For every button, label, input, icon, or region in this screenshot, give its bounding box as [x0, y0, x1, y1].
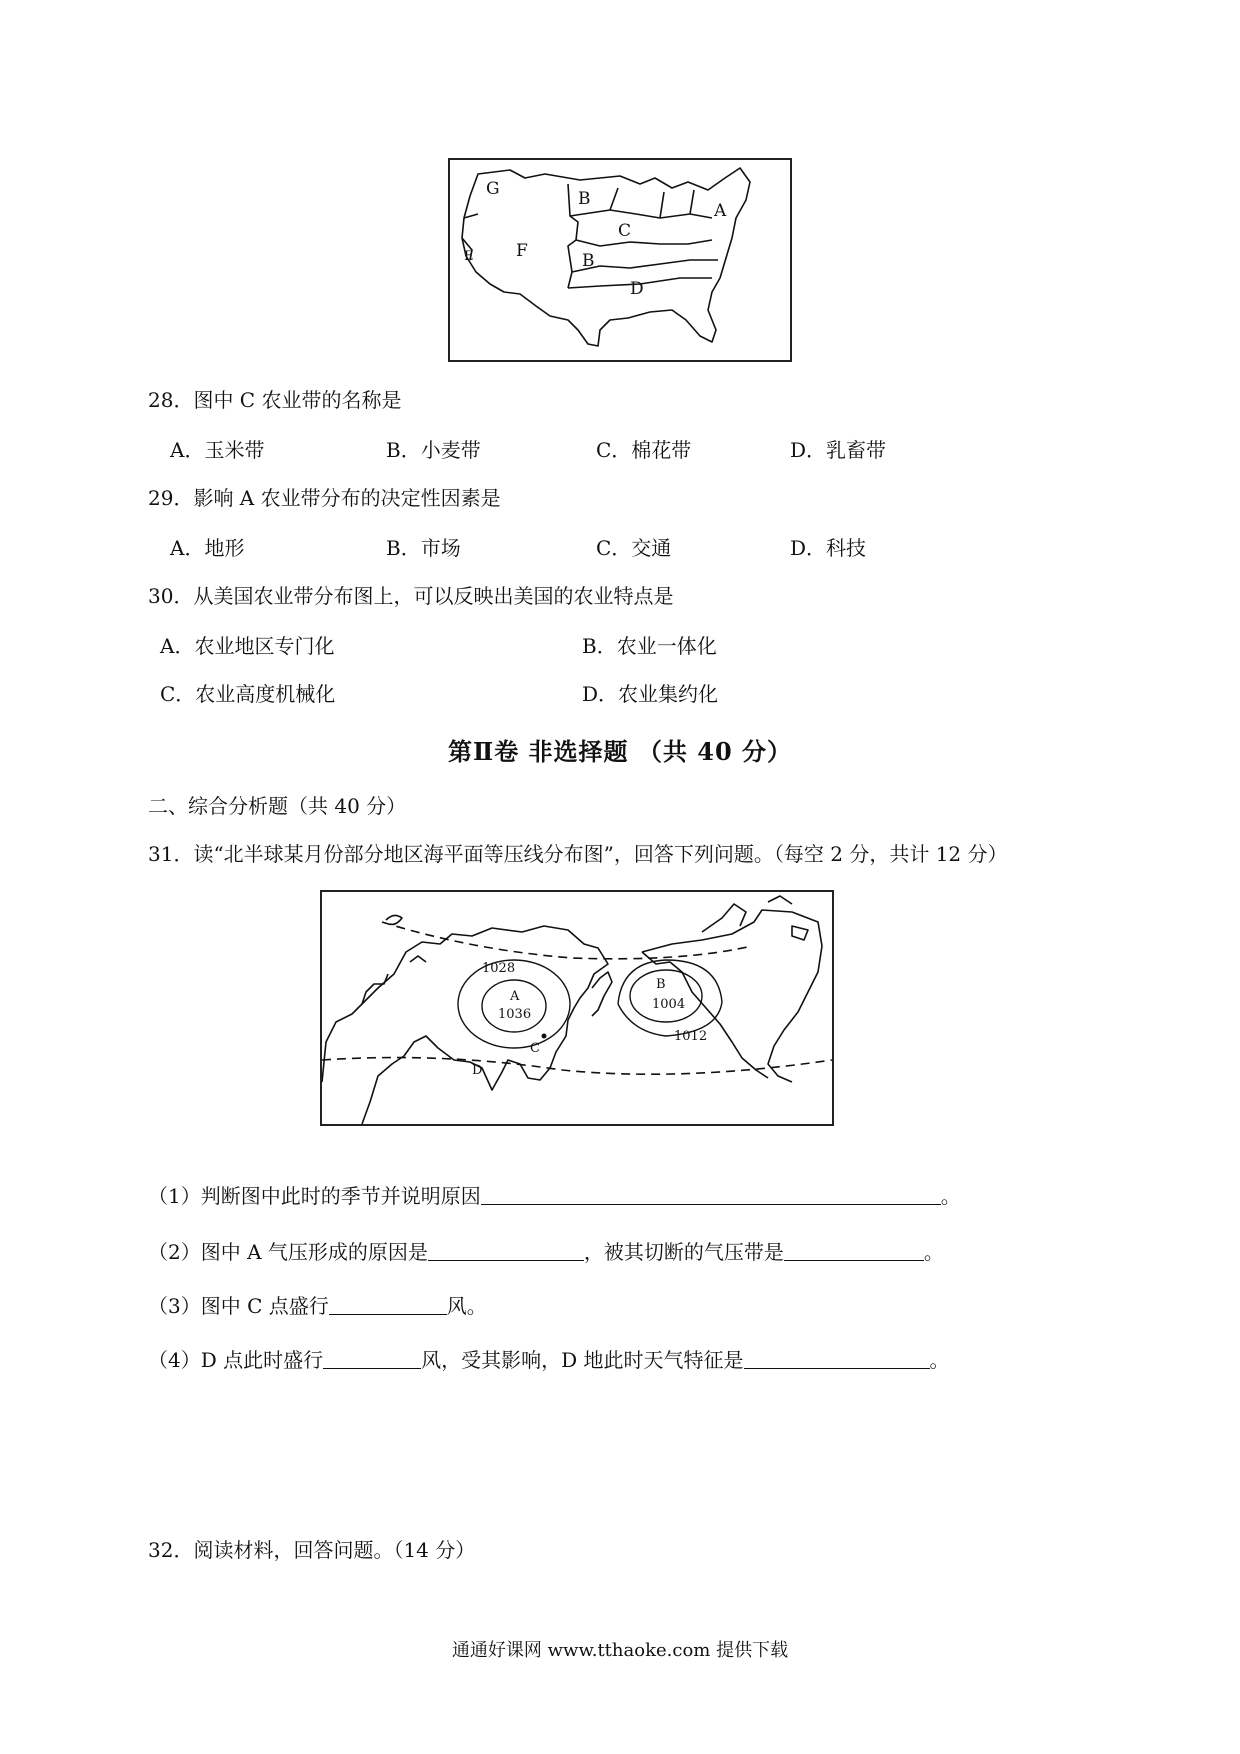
north-america-coastline — [642, 910, 822, 1082]
q31-sub2-blank-1[interactable] — [428, 1240, 584, 1261]
q31-sub3 — [148, 1290, 487, 1319]
part2-title: 第Ⅱ卷 非选择题 （共 40 分） — [447, 737, 793, 766]
q30-option-d[interactable]: D．农业集约化 — [582, 682, 719, 706]
q31-sub4-end: 。 — [929, 1348, 950, 1372]
label-a-high: A — [510, 989, 520, 1004]
q28-option-a[interactable]: A．玉米带 — [170, 438, 265, 462]
japan-coastline — [592, 972, 612, 1016]
usa-label-b-north: B — [578, 189, 591, 209]
q29-option-b[interactable]: B．市场 — [386, 536, 461, 560]
q28-stem: 28．图中 C 农业带的名称是 — [148, 388, 402, 412]
q31-sub4-text-a: （4）D 点此时盛行 — [148, 1348, 324, 1372]
usa-outline — [462, 168, 750, 346]
footer-text: 通通好课网 www.tthaoke.com 提供下载 — [451, 1640, 789, 1661]
q31-sub4 — [148, 1344, 950, 1373]
section-heading: 二、综合分析题（共 40 分） — [148, 794, 407, 818]
europe-coastline — [362, 956, 426, 1004]
q29-stem: 29．影响 A 农业带分布的决定性因素是 — [148, 486, 501, 510]
q28-option-c[interactable]: C．棉花带 — [596, 438, 692, 462]
label-1028: 1028 — [482, 961, 516, 976]
q30-stem: 30．从美国农业带分布图上，可以反映出美国的农业特点是 — [148, 584, 674, 608]
q31-sub1-text: （1）判断图中此时的季节并说明原因 — [148, 1184, 481, 1208]
label-1004: 1004 — [652, 997, 686, 1012]
point-c-marker — [542, 1034, 547, 1039]
isobar-map-drawing — [322, 892, 832, 1124]
q29-option-a[interactable]: A．地形 — [170, 536, 245, 560]
q31-sub1-end: 。 — [940, 1184, 961, 1208]
q31-sub2-end: 。 — [923, 1240, 944, 1264]
q31-sub2-blank-2[interactable] — [784, 1240, 924, 1261]
q31-sub2 — [148, 1236, 944, 1265]
usa-label-b-south: B — [582, 251, 595, 271]
q31-sub4-blank-2[interactable] — [744, 1348, 930, 1369]
q30-option-c[interactable]: C．农业高度机械化 — [160, 682, 336, 706]
q30-option-a[interactable]: A．农业地区专门化 — [160, 634, 335, 658]
greenland-outline — [386, 915, 402, 924]
usa-label-c: C — [618, 221, 632, 241]
label-1012: 1012 — [674, 1029, 708, 1044]
usa-label-g: G — [486, 179, 500, 199]
q32-stem: 32．阅读材料，回答问题。（14 分） — [148, 1538, 476, 1562]
q31-sub3-blank[interactable] — [329, 1294, 447, 1315]
q30-option-b[interactable]: B．农业一体化 — [582, 634, 717, 658]
q31-sub4-text-b: 风，受其影响，D 地此时天气特征是 — [421, 1348, 744, 1372]
q31-sub4-blank-1[interactable] — [323, 1348, 421, 1369]
usa-map-drawing — [450, 160, 790, 360]
isobar-1036 — [482, 980, 546, 1032]
q31-sub2-text-b: ，被其切断的气压带是 — [583, 1240, 784, 1264]
isobar-1004 — [630, 970, 702, 1022]
label-c: C — [530, 1041, 540, 1056]
label-d: D — [472, 1063, 483, 1078]
q28-option-d[interactable]: D．乳畜带 — [790, 438, 887, 462]
q31-sub2-text-a: （2）图中 A 气压形成的原因是 — [148, 1240, 428, 1264]
isobar-map — [320, 890, 834, 1126]
label-1036: 1036 — [498, 1007, 532, 1022]
q31-sub1-blank[interactable] — [481, 1184, 941, 1205]
q31-sub1 — [148, 1180, 961, 1209]
usa-label-e: E — [464, 249, 474, 264]
usa-agriculture-map — [448, 158, 792, 362]
label-b-low: B — [656, 977, 666, 992]
q28-option-b[interactable]: B．小麦带 — [386, 438, 481, 462]
usa-label-f: F — [516, 241, 528, 261]
belt-boundaries — [568, 184, 718, 288]
usa-label-a: A — [714, 201, 727, 221]
q31-stem: 31．读“北半球某月份部分地区海平面等压线分布图”，回答下列问题。（每空 2 分，共计 12 分） — [148, 842, 1008, 866]
q29-option-c[interactable]: C．交通 — [596, 536, 672, 560]
usa-label-d: D — [630, 279, 644, 299]
q31-sub3-text-a: （3）图中 C 点盛行 — [148, 1294, 329, 1318]
arctic-islands — [702, 896, 808, 940]
q29-option-d[interactable]: D．科技 — [790, 536, 867, 560]
q31-sub3-text-b: 风。 — [446, 1294, 487, 1318]
